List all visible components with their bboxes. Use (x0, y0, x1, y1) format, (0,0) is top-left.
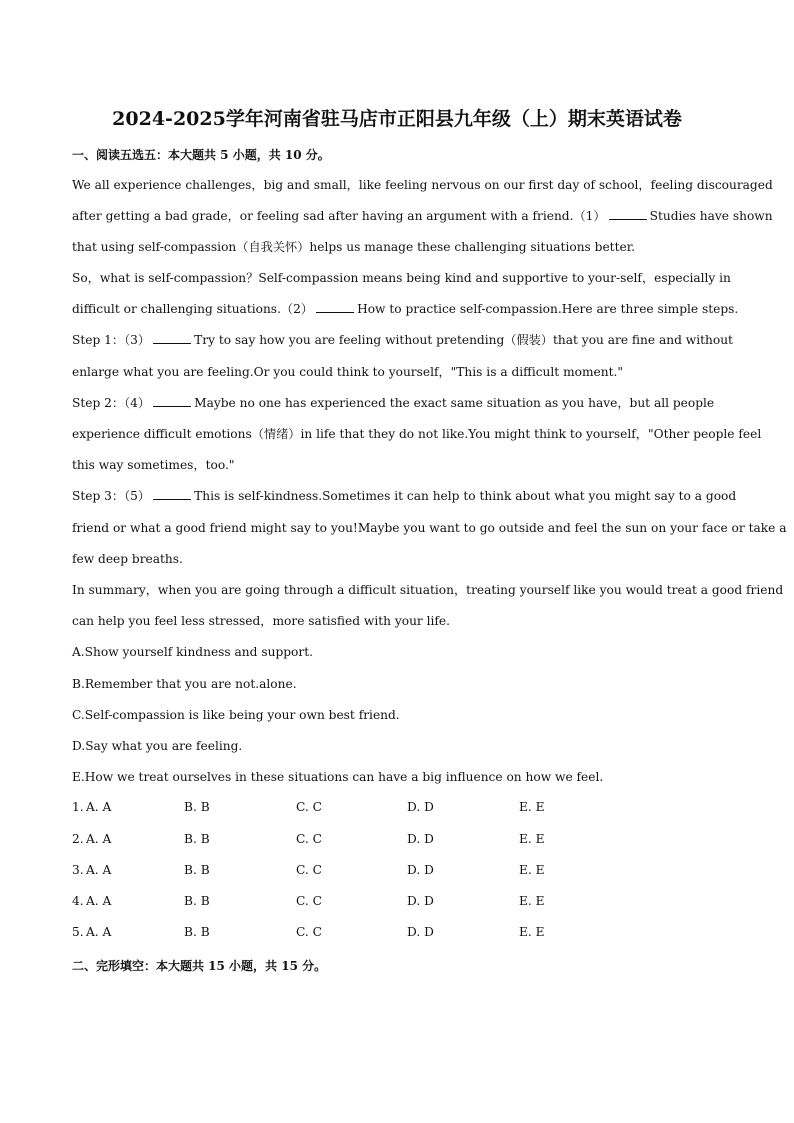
passage-text: This is self-kindness.Sometimes it can help to think about what you might say to a good (194, 489, 737, 503)
passage-line: that using self-compassion（自我关怀）helps us manage these challenging situations better. (72, 240, 636, 254)
passage-text: Maybe no one has experienced the exact same situation as you have，but all people (194, 396, 715, 410)
passage-text: difficult or challenging situations.（2） (72, 302, 314, 316)
passage-line (72, 395, 714, 411)
passage-text: Step 2：（4） (72, 396, 151, 410)
answer-option-a[interactable]: A. A (86, 800, 112, 814)
answer-option-c[interactable]: C. C (296, 863, 322, 877)
answer-option-e[interactable]: E. E (519, 832, 545, 846)
answer-option-a[interactable]: A. A (86, 863, 112, 877)
passage-line: few deep breaths. (72, 552, 183, 566)
answer-option-e[interactable]: E. E (519, 894, 545, 908)
passage-line: In summary，when you are going through a difficult situation，treating yourself like you would treat a good friend (72, 583, 784, 597)
answer-option-c[interactable]: C. C (296, 800, 322, 814)
question-row (72, 894, 632, 910)
question-row (72, 925, 632, 941)
answer-option-d[interactable]: D. D (407, 894, 434, 908)
question-number: 5. (72, 925, 84, 939)
passage-line (72, 301, 738, 317)
blank-3[interactable] (153, 332, 191, 344)
passage-text: Step 1：（3） (72, 333, 151, 347)
answer-option-b[interactable]: B. B (184, 863, 210, 877)
section-heading-cloze: 二、完形填空：本大题共 15 小题，共 15 分。 (72, 959, 327, 973)
passage-line: this way sometimes，too." (72, 458, 235, 472)
question-number: 3. (72, 863, 84, 877)
answer-option-e[interactable]: E. E (519, 863, 545, 877)
blank-4[interactable] (153, 395, 191, 407)
passage-line: can help you feel less stressed，more satisfied with your life. (72, 614, 451, 628)
question-row (72, 863, 632, 879)
choice-option: D.Say what you are feeling. (72, 739, 243, 753)
answer-option-e[interactable]: E. E (519, 925, 545, 939)
blank-2[interactable] (316, 301, 354, 313)
question-number: 4. (72, 894, 84, 908)
answer-option-d[interactable]: D. D (407, 800, 434, 814)
passage-text: Step 3：（5） (72, 489, 151, 503)
passage-line (72, 488, 736, 504)
page-title: 2024-2025学年河南省驻马店市正阳县九年级（上）期末英语试卷 (112, 108, 682, 130)
answer-option-d[interactable]: D. D (407, 832, 434, 846)
section-heading-reading: 一、阅读五选五：本大题共 5 小题，共 10 分。 (72, 148, 330, 162)
passage-line: So，what is self-compassion？Self-compassion means being kind and supportive to your-self，especially in (72, 271, 731, 285)
choice-option: B.Remember that you are not.alone. (72, 677, 297, 691)
passage-line: enlarge what you are feeling.Or you could think to yourself，"This is a difficult moment." (72, 365, 623, 379)
question-row (72, 832, 632, 848)
passage-line (72, 208, 773, 224)
passage-text: after getting a bad grade，or feeling sad after having an argument with a friend.（1） (72, 209, 606, 223)
passage-line: We all experience challenges，big and small，like feeling nervous on our first day of school，feeling discouraged (72, 178, 773, 192)
passage-text: How to practice self-compassion.Here are three simple steps. (357, 302, 739, 316)
answer-option-a[interactable]: A. A (86, 894, 112, 908)
answer-option-a[interactable]: A. A (86, 832, 112, 846)
passage-text: Studies have shown (649, 209, 773, 223)
question-row (72, 800, 632, 816)
answer-option-b[interactable]: B. B (184, 925, 210, 939)
answer-option-d[interactable]: D. D (407, 925, 434, 939)
choice-option: A.Show yourself kindness and support. (72, 645, 313, 659)
passage-text: Try to say how you are feeling without pretending（假装）that you are fine and without (194, 333, 733, 347)
blank-5[interactable] (153, 488, 191, 500)
answer-option-d[interactable]: D. D (407, 863, 434, 877)
choice-option: E.How we treat ourselves in these situations can have a big influence on how we feel. (72, 770, 604, 784)
answer-option-b[interactable]: B. B (184, 894, 210, 908)
passage-line (72, 332, 733, 348)
question-number: 2. (72, 832, 84, 846)
answer-option-e[interactable]: E. E (519, 800, 545, 814)
answer-option-c[interactable]: C. C (296, 832, 322, 846)
answer-option-c[interactable]: C. C (296, 925, 322, 939)
passage-line: friend or what a good friend might say to you!Maybe you want to go outside and feel the sun on your face or take a (72, 521, 787, 535)
answer-option-a[interactable]: A. A (86, 925, 112, 939)
question-number: 1. (72, 800, 84, 814)
answer-option-b[interactable]: B. B (184, 832, 210, 846)
choice-option: C.Self-compassion is like being your own best friend. (72, 708, 400, 722)
passage-line: experience difficult emotions（情绪）in life that they do not like.You might think to yourself，"Other people feel (72, 427, 762, 441)
answer-option-c[interactable]: C. C (296, 894, 322, 908)
blank-1[interactable] (609, 208, 647, 220)
answer-option-b[interactable]: B. B (184, 800, 210, 814)
